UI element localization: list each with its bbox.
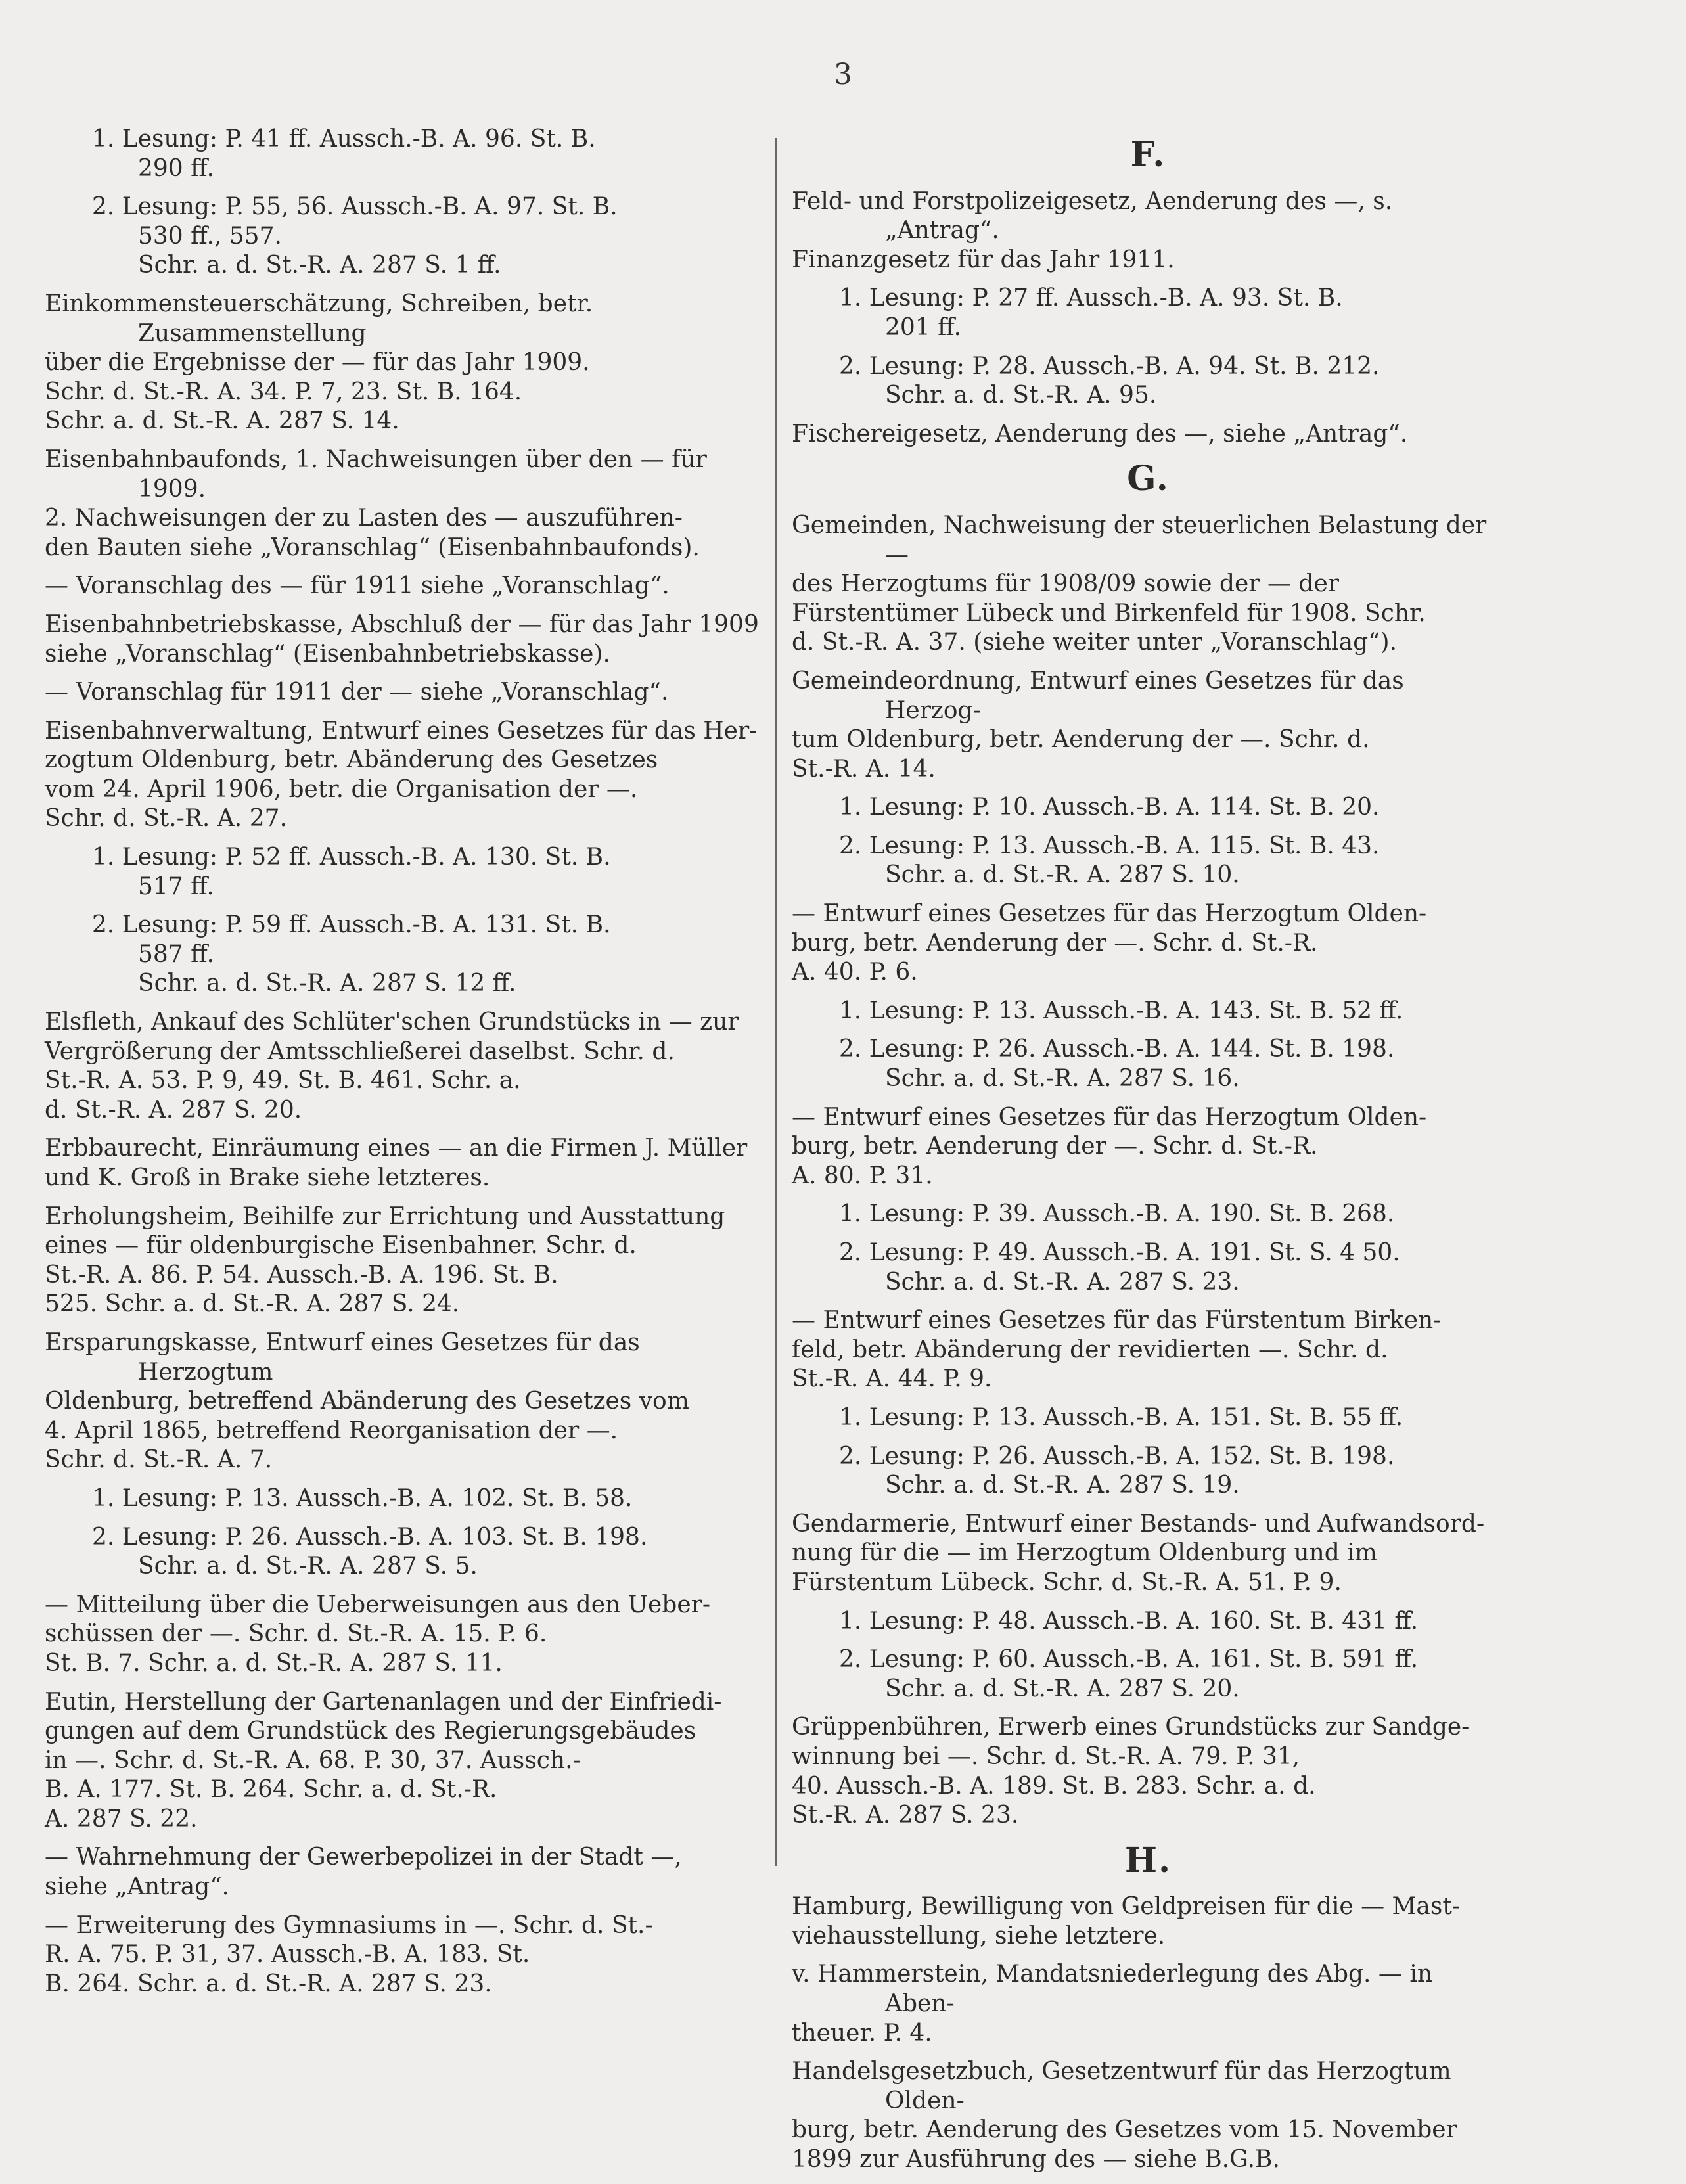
entry-line: d. St.-R. A. 287 S. 20.: [45, 1096, 302, 1124]
entry-line: Feld- und Forstpolizeigesetz, Aenderung des —, s. „Antrag“.: [792, 187, 1393, 244]
entry-line: Schr. a. d. St.-R. A. 287 S. 19.: [885, 1472, 1240, 1499]
entry-line: — Wahrnehmung der Gewerbepolizei in der Stadt —,: [45, 1844, 682, 1871]
reading-reference: [45, 1523, 760, 1581]
reading-reference: [45, 843, 760, 901]
entry-line: B. 264. Schr. a. d. St.-R. A. 287 S. 23.: [45, 1970, 492, 1997]
reading-reference: [792, 1403, 1505, 1433]
reading-reference: [792, 793, 1505, 823]
entry-line: 40. Aussch.-B. A. 189. St. B. 283. Schr. a. d.: [792, 1772, 1316, 1800]
entry-line: Grüppenbühren, Erwerb eines Grundstücks zur Sandge-: [792, 1714, 1470, 1741]
entry-line: Hamburg, Bewilligung von Geldpreisen für die — Mast-: [792, 1893, 1460, 1921]
entry-line: Eutin, Herstellung der Gartenanlagen und der Einfriedi-: [45, 1688, 722, 1716]
entry-line: 2. Lesung: P. 60. Aussch.-B. A. 161. St. B. 591 ff.: [839, 1646, 1419, 1673]
section-letter: H.: [1124, 1840, 1172, 1880]
index-subentry: [45, 572, 760, 601]
entry-line: den Bauten siehe „Voranschlag“ (Eisenbahnbaufonds).: [45, 534, 700, 561]
entry-line: Gendarmerie, Entwurf einer Bestands- und Aufwandsord-: [792, 1510, 1485, 1537]
index-subentry: [45, 1911, 760, 1999]
entry-line: 1. Lesung: P. 13. Aussch.-B. A. 102. St. B. 58.: [92, 1484, 633, 1512]
entry-line: 2. Lesung: P. 28. Aussch.-B. A. 94. St. B. 212.: [839, 352, 1380, 380]
entry-line: Fürstentum Lübeck. Schr. d. St.-R. A. 51. P. 9.: [792, 1568, 1342, 1596]
index-entry: [45, 445, 760, 562]
entry-line: — Voranschlag für 1911 der — siehe „Voranschlag“.: [45, 679, 669, 706]
index-subentry: [45, 1843, 760, 1901]
reading-reference: [792, 1607, 1505, 1637]
entry-line: — Entwurf eines Gesetzes für das Fürstentum Birken-: [792, 1307, 1442, 1334]
entry-line: über die Ergebnisse der — für das Jahr 1909.: [45, 349, 590, 376]
entry-line: burg, betr. Aenderung des Gesetzes vom 15. November: [792, 2116, 1457, 2144]
section-letter: F.: [1130, 135, 1166, 175]
index-subentry: [45, 678, 760, 708]
entry-line: in —. Schr. d. St.-R. A. 68. P. 30, 37. Aussch.-: [45, 1746, 581, 1774]
entry-line: Vergrößerung der Amtsschließerei daselbst. Schr. d.: [45, 1037, 675, 1065]
entry-line: 2. Nachweisungen der zu Lasten des — auszuführen-: [45, 505, 683, 532]
entry-line: und K. Groß in Brake siehe letzteres.: [45, 1164, 490, 1191]
index-entry: [792, 1713, 1505, 1830]
entry-line: 2. Lesung: P. 26. Aussch.-B. A. 103. St. B. 198.: [92, 1523, 648, 1551]
entry-line: Einkommensteuerschätzung, Schreiben, betr. Zusammenstellung: [45, 290, 593, 347]
entry-line: Schr. a. d. St.-R. A. 287 S. 5.: [138, 1553, 478, 1580]
entry-line: Gemeinden, Nachweisung der steuerlichen Belastung der —: [792, 511, 1487, 568]
index-entry: [792, 1892, 1505, 1951]
index-entry: [45, 717, 760, 834]
entry-line: St.-R. A. 287 S. 23.: [792, 1802, 1019, 1829]
entry-line: d. St.-R. A. 37. (siehe weiter unter „Voranschlag“).: [792, 629, 1398, 656]
entry-line: winnung bei —. Schr. d. St.-R. A. 79. P. 31,: [792, 1742, 1300, 1770]
reading-reference: [45, 1484, 760, 1514]
entry-line: schüssen der —. Schr. d. St.-R. A. 15. P. 6.: [45, 1620, 547, 1648]
entry-line: 1. Lesung: P. 13. Aussch.-B. A. 143. St. B. 52 ff.: [839, 997, 1403, 1024]
entry-line: B. A. 177. St. B. 264. Schr. a. d. St.-R.: [45, 1776, 497, 1804]
entry-line: 530 ff., 557.: [138, 222, 282, 250]
index-entry: [792, 420, 1505, 449]
entry-line: A. 40. P. 6.: [792, 959, 918, 986]
reading-reference: [792, 1035, 1505, 1093]
entry-line: — Voranschlag des — für 1911 siehe „Voranschlag“.: [45, 572, 670, 600]
entry-line: Eisenbahnbetriebskasse, Abschluß der — für das Jahr 1909: [45, 610, 759, 638]
reading-reference: [792, 1200, 1505, 1229]
entry-line: feld, betr. Abänderung der revidierten —. Schr. d.: [792, 1336, 1388, 1363]
entry-line: gungen auf dem Grundstück des Regierungsgebäudes: [45, 1718, 696, 1745]
entry-line: Erbbaurecht, Einräumung eines — an die Firmen J. Müller: [45, 1135, 748, 1162]
index-subentry: [45, 1591, 760, 1679]
entry-line: 1899 zur Ausführung des — siehe B.G.B.: [792, 2146, 1280, 2173]
entry-line: 2. Lesung: P. 26. Aussch.-B. A. 152. St. B. 198.: [839, 1442, 1395, 1470]
entry-line: Schr. a. d. St.-R. A. 287 S. 12 ff.: [138, 970, 516, 997]
entry-line: 1. Lesung: P. 27 ff. Aussch.-B. A. 93. St. B.: [839, 284, 1343, 312]
entry-line: Gemeindeordnung, Entwurf eines Gesetzes für das Herzog-: [792, 667, 1404, 724]
left-column: [45, 125, 760, 2008]
entry-line: — Mitteilung über die Ueberweisungen aus den Ueber-: [45, 1591, 711, 1618]
entry-line: St.-R. A. 86. P. 54. Aussch.-B. A. 196. St. B.: [45, 1261, 558, 1288]
entry-line: Schr. a. d. St.-R. A. 287 S. 20.: [885, 1675, 1240, 1702]
index-entry: [45, 290, 760, 436]
entry-line: Fischereigesetz, Aenderung des —, siehe „Antrag“.: [792, 420, 1408, 447]
entry-line: — Entwurf eines Gesetzes für das Herzogtum Olden-: [792, 900, 1427, 928]
index-entry: [45, 1688, 760, 1834]
index-entry: [792, 667, 1505, 784]
entry-line: Ersparungskasse, Entwurf eines Gesetzes für das Herzogtum: [45, 1329, 640, 1386]
index-entry: [45, 1134, 760, 1193]
entry-line: tum Oldenburg, betr. Aenderung der —. Schr. d.: [792, 726, 1370, 754]
index-entry: [45, 1008, 760, 1125]
entry-line: Schr. a. d. St.-R. A. 287 S. 16.: [885, 1065, 1240, 1093]
entry-line: Eisenbahnbaufonds, 1. Nachweisungen über den — für 1909.: [45, 445, 707, 503]
entry-line: Erholungsheim, Beihilfe zur Errichtung und Ausstattung: [45, 1202, 725, 1230]
entry-line: A. 80. P. 31.: [792, 1162, 933, 1189]
entry-line: Schr. a. d. St.-R. A. 287 S. 14.: [45, 407, 399, 435]
entry-line: A. 287 S. 22.: [45, 1805, 198, 1832]
reading-reference: [792, 832, 1505, 890]
entry-line: 2. Lesung: P. 55, 56. Aussch.-B. A. 97. St. B.: [92, 193, 618, 221]
entry-line: theuer. P. 4.: [792, 2019, 932, 2047]
entry-line: 1. Lesung: P. 48. Aussch.-B. A. 160. St. B. 431 ff.: [839, 1607, 1419, 1635]
entry-line: siehe „Voranschlag“ (Eisenbahnbetriebskasse).: [45, 640, 610, 668]
entry-line: 290 ff.: [138, 154, 214, 182]
reading-reference: [45, 125, 760, 183]
index-subentry: [792, 899, 1505, 988]
entry-line: 517 ff.: [138, 873, 214, 900]
column-divider: [775, 138, 777, 1866]
entry-line: nung für die — im Herzogtum Oldenburg und im: [792, 1539, 1377, 1567]
entry-line: Schr. a. d. St.-R. A. 287 S. 10.: [885, 861, 1240, 889]
entry-line: R. A. 75. P. 31, 37. Aussch.-B. A. 183. St.: [45, 1941, 530, 1968]
entry-line: viehausstellung, siehe letztere.: [792, 1922, 1166, 1949]
entry-line: Schr. d. St.-R. A. 27.: [45, 805, 287, 832]
reading-reference: [792, 284, 1505, 342]
entry-line: 1. Lesung: P. 13. Aussch.-B. A. 151. St. B. 55 ff.: [839, 1403, 1403, 1431]
entry-line: Schr. d. St.-R. A. 34. P. 7, 23. St. B. 164.: [45, 378, 522, 405]
reading-reference: [792, 352, 1505, 411]
entry-line: burg, betr. Aenderung der —. Schr. d. St.-R.: [792, 929, 1318, 957]
entry-line: 2. Lesung: P. 26. Aussch.-B. A. 144. St. B. 198.: [839, 1035, 1395, 1063]
index-subentry: [792, 1103, 1505, 1191]
reading-reference: [792, 1645, 1505, 1704]
entry-line: St. B. 7. Schr. a. d. St.-R. A. 287 S. 11.: [45, 1649, 503, 1677]
entry-line: 587 ff.: [138, 940, 214, 968]
index-entry: [45, 1202, 760, 1319]
reading-reference: [45, 193, 760, 281]
entry-line: St.-R. A. 44. P. 9.: [792, 1365, 992, 1393]
entry-line: 201 ff.: [885, 313, 961, 341]
entry-line: 1. Lesung: P. 10. Aussch.-B. A. 114. St. B. 20.: [839, 794, 1380, 821]
entry-line: Schr. a. d. St.-R. A. 95.: [885, 382, 1157, 409]
index-subentry: [792, 1306, 1505, 1394]
entry-line: 525. Schr. a. d. St.-R. A. 287 S. 24.: [45, 1290, 460, 1318]
index-entry: [792, 187, 1505, 275]
entry-line: 1. Lesung: P. 41 ff. Aussch.-B. A. 96. St. B.: [92, 125, 596, 152]
entry-line: Schr. d. St.-R. A. 7.: [45, 1446, 273, 1474]
entry-line: eines — für oldenburgische Eisenbahner. Schr. d.: [45, 1232, 637, 1260]
reading-reference: [792, 1239, 1505, 1297]
entry-line: Finanzgesetz für das Jahr 1911.: [792, 246, 1175, 273]
entry-line: Elsfleth, Ankauf des Schlüter'schen Grundstücks in — zur: [45, 1009, 739, 1036]
index-entry: [45, 1329, 760, 1475]
page-number: 3: [834, 58, 852, 91]
index-entry: [792, 2057, 1505, 2174]
entry-line: siehe „Antrag“.: [45, 1873, 230, 1901]
entry-line: Oldenburg, betreffend Abänderung des Gesetzes vom: [45, 1388, 689, 1415]
index-entry: [792, 1510, 1505, 1598]
entry-line: burg, betr. Aenderung der —. Schr. d. St.-R.: [792, 1133, 1318, 1160]
entry-line: Eisenbahnverwaltung, Entwurf eines Gesetzes für das Her-: [45, 717, 758, 744]
reading-reference: [45, 911, 760, 999]
entry-line: zogtum Oldenburg, betr. Abänderung des Gesetzes: [45, 746, 658, 774]
reading-reference: [792, 997, 1505, 1026]
entry-line: St.-R. A. 53. P. 9, 49. St. B. 461. Schr. a.: [45, 1067, 521, 1095]
entry-line: 4. April 1865, betreffend Reorganisation der —.: [45, 1417, 618, 1444]
entry-line: Schr. a. d. St.-R. A. 287 S. 1 ff.: [138, 252, 501, 279]
entry-line: v. Hammerstein, Mandatsniederlegung des Abg. — in Aben-: [792, 1961, 1433, 2018]
entry-line: 2. Lesung: P. 49. Aussch.-B. A. 191. St. S. 4 50.: [839, 1239, 1400, 1266]
reading-reference: [792, 1442, 1505, 1501]
entry-line: 2. Lesung: P. 59 ff. Aussch.-B. A. 131. St. B.: [92, 911, 611, 939]
entry-line: Schr. a. d. St.-R. A. 287 S. 23.: [885, 1268, 1240, 1296]
entry-line: 1. Lesung: P. 39. Aussch.-B. A. 190. St. B. 268.: [839, 1200, 1395, 1228]
entry-line: St.-R. A. 14.: [792, 755, 936, 783]
right-column: [792, 125, 1505, 2184]
entry-line: Handelsgesetzbuch, Gesetzentwurf für das Herzogtum Olden-: [792, 2058, 1451, 2114]
entry-line: 2. Lesung: P. 13. Aussch.-B. A. 115. St. B. 43.: [839, 832, 1380, 859]
entry-line: vom 24. April 1906, betr. die Organisation der —.: [45, 775, 638, 803]
entry-line: des Herzogtums für 1908/09 sowie der — der: [792, 570, 1339, 598]
index-entry: [792, 511, 1505, 658]
entry-line: — Erweiterung des Gymnasiums in —. Schr. d. St.-: [45, 1911, 653, 1939]
index-entry: [792, 1960, 1505, 2048]
section-letter: G.: [1127, 459, 1170, 499]
entry-line: — Entwurf eines Gesetzes für das Herzogtum Olden-: [792, 1103, 1427, 1131]
entry-line: 1. Lesung: P. 52 ff. Aussch.-B. A. 130. St. B.: [92, 844, 611, 871]
entry-line: Fürstentümer Lübeck und Birkenfeld für 1908. Schr.: [792, 599, 1426, 627]
index-entry: [45, 610, 760, 669]
